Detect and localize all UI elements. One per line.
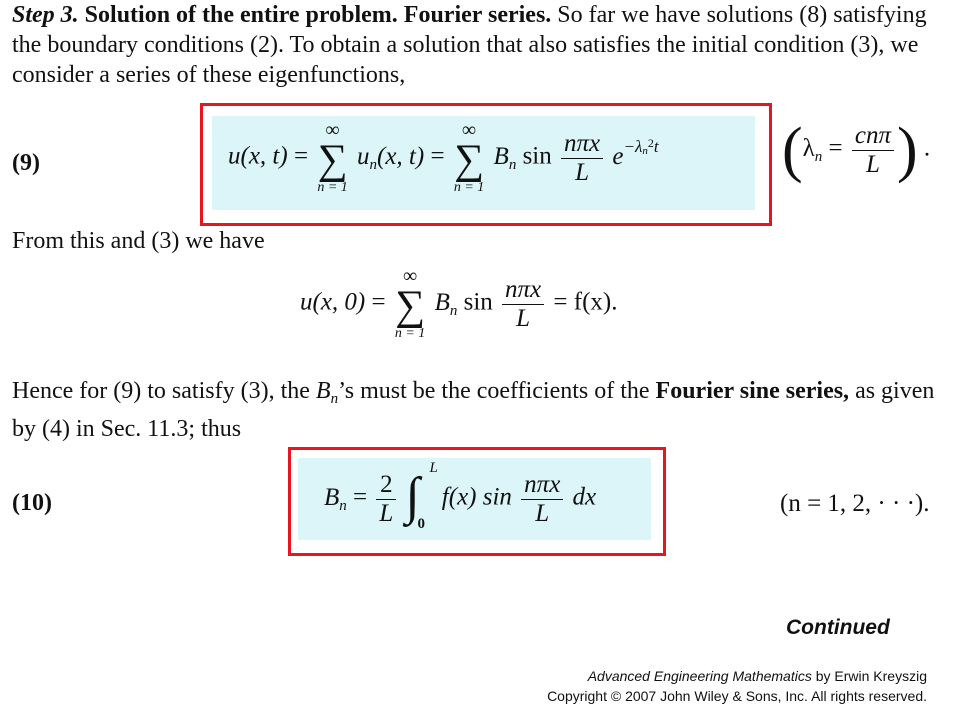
book-author: by Erwin Kreyszig bbox=[811, 668, 927, 684]
equation-9-lambda-definition bbox=[782, 116, 931, 184]
coef-base: B bbox=[434, 288, 450, 316]
exp-power bbox=[623, 137, 658, 156]
eq9-term1 bbox=[357, 142, 425, 173]
eq10-integrand: f(x) sin bbox=[441, 483, 512, 511]
eq10-fraction-2 bbox=[521, 471, 563, 528]
sum-upper: ∞ bbox=[461, 119, 477, 141]
exp-sub: n bbox=[642, 144, 648, 157]
coef-sub: n bbox=[330, 391, 339, 407]
fraction-denominator: L bbox=[575, 158, 590, 186]
init-sin: sin bbox=[463, 288, 493, 316]
footer-copyright: Copyright © 2007 John Wiley & Sons, Inc. All rights reserved. bbox=[547, 688, 927, 704]
equation-9 bbox=[228, 120, 659, 196]
lambda-numerator: cnπ bbox=[852, 122, 894, 151]
lambda: λ bbox=[802, 134, 815, 162]
hence-part2: ’s must be the coefficients of the bbox=[338, 378, 656, 404]
init-equals: = bbox=[371, 288, 386, 316]
paragraph-from-this: From this and (3) we have bbox=[12, 228, 265, 254]
exp-base: e bbox=[612, 142, 624, 170]
fraction-numerator: 2 bbox=[376, 471, 396, 500]
eq9-exponential bbox=[612, 135, 659, 170]
init-coef bbox=[434, 288, 458, 319]
paragraph-hence bbox=[12, 376, 946, 444]
exp-t: t bbox=[653, 136, 659, 156]
exp-square: 2 bbox=[647, 135, 654, 150]
eq9-lhs: u(x, t) bbox=[228, 142, 288, 170]
eq9-coef bbox=[493, 142, 517, 173]
fraction-denominator: L bbox=[516, 304, 531, 332]
equation-10-range: (n = 1, 2, · · ·). bbox=[780, 490, 930, 517]
eq10-equals: = bbox=[353, 483, 368, 511]
eq9-sum-2 bbox=[454, 120, 484, 196]
equation-initial-condition bbox=[300, 266, 617, 342]
init-sum bbox=[395, 266, 425, 342]
paragraph-step3 bbox=[12, 0, 946, 90]
coef-sub: n bbox=[508, 156, 517, 173]
fraction-denominator: L bbox=[535, 499, 550, 527]
hence-part3: as given by (4) in Sec. 11.3; thus bbox=[12, 378, 935, 442]
hence-part1: Hence for (9) to satisfy (3), the bbox=[12, 378, 316, 404]
fourier-sine-series-term: Fourier sine series, bbox=[655, 378, 850, 404]
lambda-equals: = bbox=[828, 134, 843, 162]
book-title: Advanced Engineering Mathematics bbox=[587, 668, 812, 684]
integral-sign bbox=[405, 460, 438, 532]
eq10-lhs bbox=[324, 483, 347, 514]
lambda-sym bbox=[802, 134, 823, 165]
eq9-sum-1 bbox=[317, 120, 347, 196]
integral-symbol: ∫ bbox=[405, 468, 420, 525]
sum-upper: ∞ bbox=[325, 119, 340, 141]
lambda-denominator: L bbox=[866, 150, 880, 178]
integral-lower: 0 bbox=[417, 516, 426, 532]
init-fraction bbox=[502, 276, 544, 333]
equation-9-number: (9) bbox=[12, 150, 40, 176]
eq9-equals-2: = bbox=[430, 142, 445, 170]
term-sub: n bbox=[369, 156, 378, 173]
equation-10-number: (10) bbox=[12, 490, 52, 516]
lambda-sub: n bbox=[814, 148, 823, 165]
equation-10 bbox=[324, 460, 597, 532]
term-base: u bbox=[357, 142, 370, 170]
coef-base: B bbox=[493, 142, 509, 170]
lhs-base: B bbox=[324, 483, 340, 511]
step-label: Step 3. bbox=[12, 2, 79, 28]
term-args: (x, t) bbox=[377, 142, 425, 170]
hence-coef bbox=[315, 378, 339, 407]
sigma-symbol: ∑ bbox=[317, 137, 348, 183]
left-paren: ( bbox=[782, 116, 803, 184]
fraction-denominator: L bbox=[379, 499, 394, 527]
eq10-dx: dx bbox=[572, 483, 597, 511]
init-lhs: u(x, 0) bbox=[300, 288, 366, 316]
sum-lower: n = 1 bbox=[394, 326, 426, 341]
coef-base: B bbox=[315, 378, 331, 404]
init-rhs: = f(x). bbox=[553, 288, 618, 316]
eq9-sin: sin bbox=[522, 142, 552, 170]
fraction-numerator: nπx bbox=[502, 276, 544, 305]
step-heading: Solution of the entire problem. Fourier series. bbox=[84, 2, 552, 28]
footer-citation bbox=[547, 666, 927, 706]
footer-book-line bbox=[547, 666, 927, 686]
sigma-symbol: ∑ bbox=[454, 137, 485, 183]
eq10-fraction-1 bbox=[376, 471, 396, 528]
right-paren: ) bbox=[897, 116, 918, 184]
paragraph1-body: So far we have solutions (8) satisfying the boundary conditions (2). To obtain a solution that also satisfies the initial condition (3), we consider a series of these eigenfunctions, bbox=[12, 2, 927, 88]
exp-lambda: −λ bbox=[623, 136, 643, 156]
lhs-sub: n bbox=[339, 497, 347, 514]
lambda-fraction bbox=[852, 122, 894, 179]
eq9-equals: = bbox=[293, 142, 309, 170]
integral-upper: L bbox=[429, 460, 438, 476]
sum-lower: n = 1 bbox=[453, 180, 485, 195]
continued-label: Continued bbox=[786, 616, 890, 639]
period: . bbox=[923, 134, 931, 162]
sigma-symbol: ∑ bbox=[395, 283, 426, 329]
eq9-fraction bbox=[561, 130, 603, 187]
fraction-numerator: nπx bbox=[561, 130, 603, 159]
fraction-numerator: nπx bbox=[521, 471, 563, 500]
sum-lower: n = 1 bbox=[317, 180, 348, 195]
coef-sub: n bbox=[449, 302, 458, 319]
sum-upper: ∞ bbox=[402, 265, 418, 287]
